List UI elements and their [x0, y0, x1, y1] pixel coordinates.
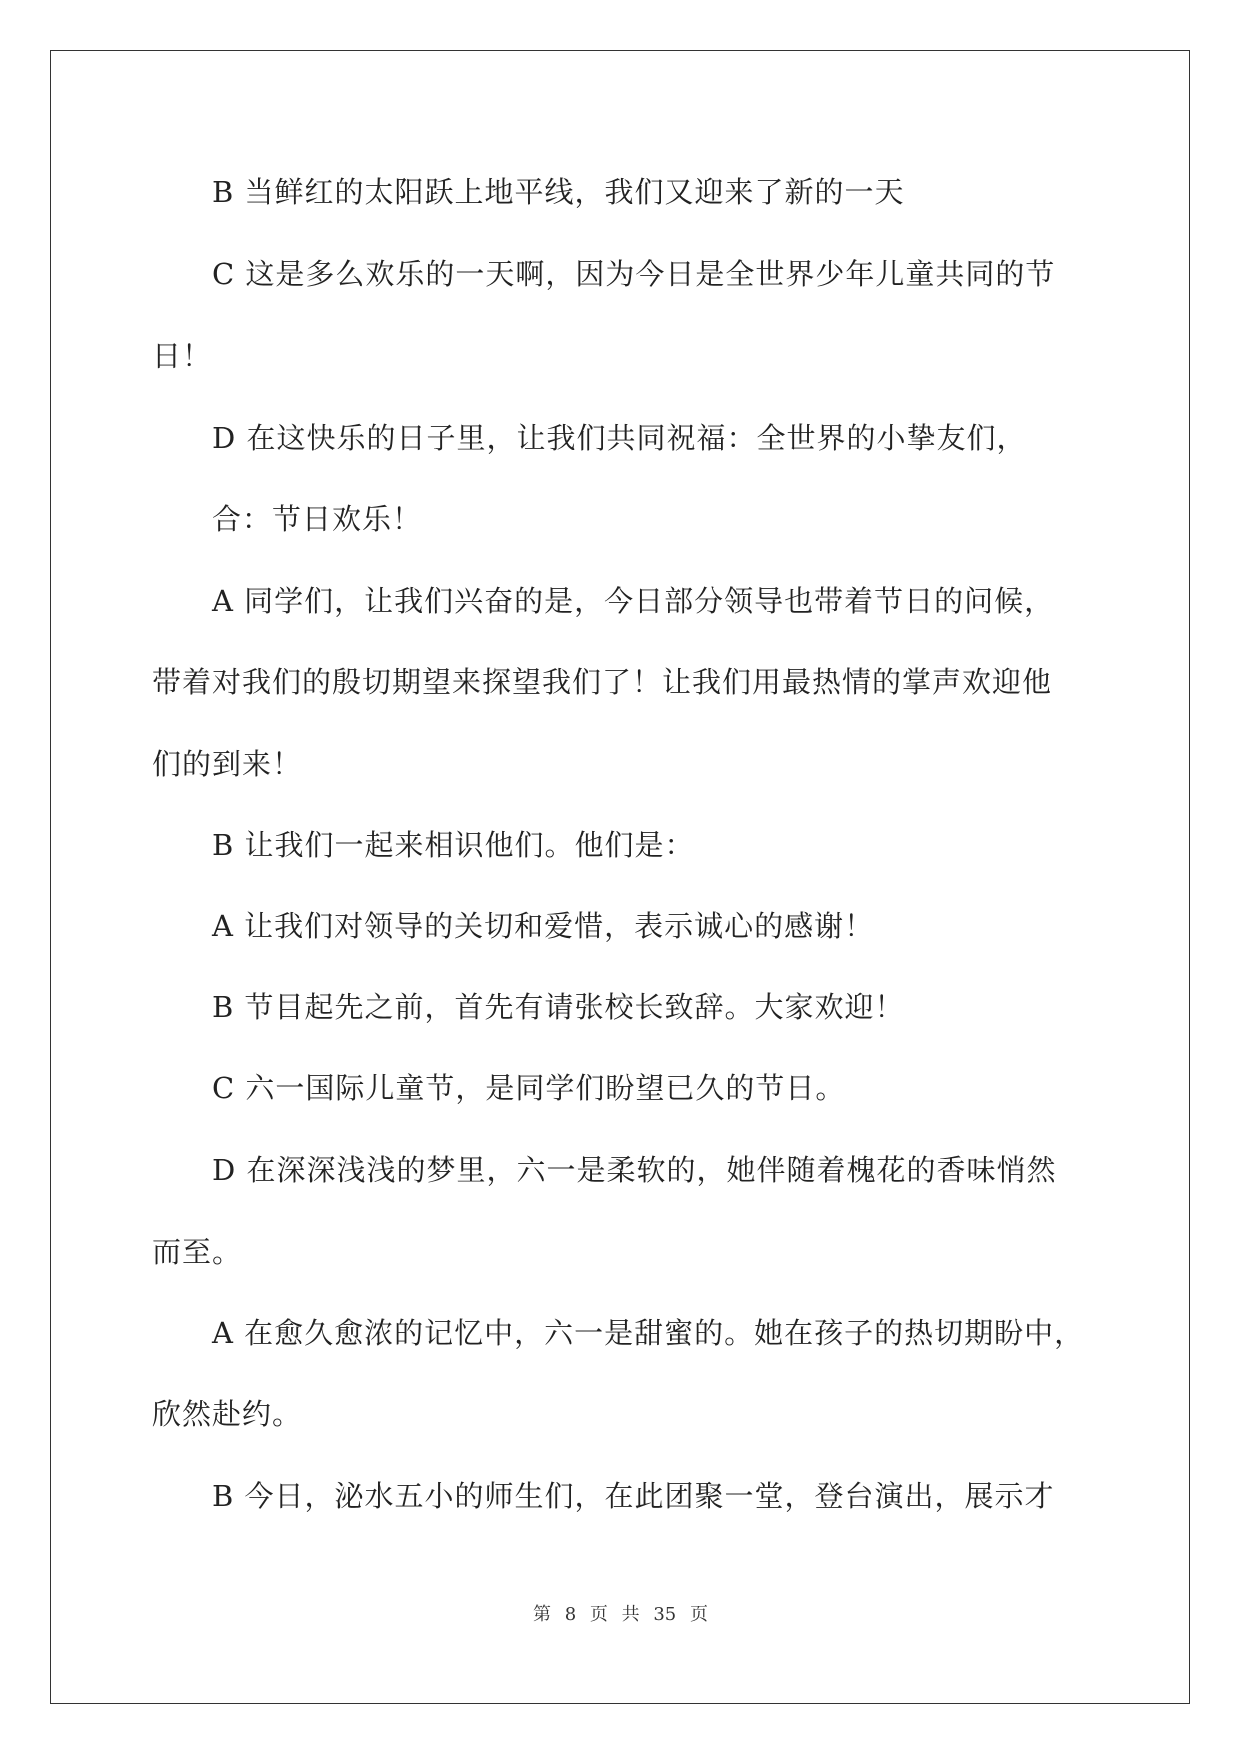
paragraph-line: D 在这快乐的日子里，让我们共同祝福：全世界的小挚友们，	[212, 421, 1027, 455]
page-number-footer: 第 8 页 共 35 页	[533, 1604, 708, 1625]
paragraph-line: A 让我们对领导的关切和爱惜，表示诚心的感谢！	[212, 909, 875, 943]
paragraph-line: D 在深深浅浅的梦里，六一是柔软的，她伴随着槐花的香味悄然	[212, 1153, 1057, 1187]
paragraph-line: 日！	[152, 339, 213, 373]
page-border	[50, 50, 1190, 1704]
paragraph-line: 合：节日欢乐！	[212, 502, 423, 536]
paragraph-line: B 让我们一起来相识他们。他们是：	[212, 828, 695, 862]
paragraph-line: 欣然赴约。	[152, 1397, 303, 1431]
paragraph-line: 而至。	[152, 1235, 243, 1269]
paragraph-line: 带着对我们的殷切期望来探望我们了！让我们用最热情的掌声欢迎他	[152, 665, 1053, 699]
paragraph-line: B 当鲜红的太阳跃上地平线，我们又迎来了新的一天	[212, 175, 905, 209]
paragraph-line: C 六一国际儿童节，是同学们盼望已久的节日。	[212, 1071, 846, 1105]
paragraph-line: 们的到来！	[152, 747, 303, 781]
paragraph-line: A 在愈久愈浓的记忆中，六一是甜蜜的。她在孩子的热切期盼中，	[212, 1316, 1085, 1350]
paragraph-line: A 同学们，让我们兴奋的是，今日部分领导也带着节日的问候，	[212, 584, 1055, 618]
paragraph-line: B 今日，泌水五小的师生们，在此团聚一堂，登台演出，展示才	[212, 1479, 1055, 1513]
paragraph-line: B 节目起先之前，首先有请张校长致辞。大家欢迎！	[212, 990, 905, 1024]
paragraph-line: C 这是多么欢乐的一天啊，因为今日是全世界少年儿童共同的节	[212, 257, 1056, 291]
